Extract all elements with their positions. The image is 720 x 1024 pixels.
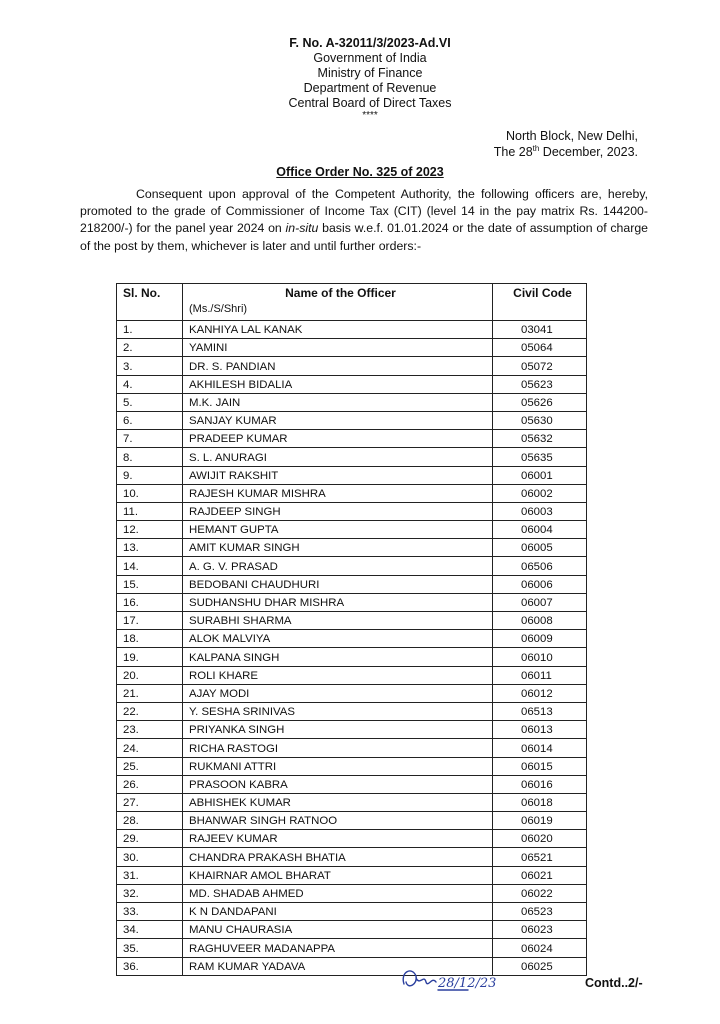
cell-sl-no: 24.: [117, 739, 183, 757]
table-row: [117, 903, 587, 921]
cell-civil-code: 06003: [493, 502, 587, 520]
letterhead: [260, 36, 480, 121]
cell-civil-code: 06002: [493, 484, 587, 502]
table-header-row: [117, 284, 587, 321]
table-row: [117, 630, 587, 648]
cell-officer-name: Y. SESHA SRINIVAS: [183, 702, 493, 720]
cell-civil-code: 06009: [493, 630, 587, 648]
table-row: [117, 939, 587, 957]
table-row: [117, 393, 587, 411]
table-row: [117, 884, 587, 902]
cell-civil-code: 06506: [493, 557, 587, 575]
table-row: [117, 739, 587, 757]
cell-officer-name: RAM KUMAR YADAVA: [183, 957, 493, 975]
continued-marker: Contd..2/-: [585, 976, 643, 990]
cell-civil-code: 06024: [493, 939, 587, 957]
cell-officer-name: BEDOBANI CHAUDHURI: [183, 575, 493, 593]
cell-civil-code: 05632: [493, 430, 587, 448]
cell-officer-name: RAJDEEP SINGH: [183, 502, 493, 520]
cell-sl-no: 4.: [117, 375, 183, 393]
cell-sl-no: 31.: [117, 866, 183, 884]
table-row: [117, 684, 587, 702]
cell-officer-name: RICHA RASTOGI: [183, 739, 493, 757]
cell-sl-no: 18.: [117, 630, 183, 648]
letterhead-ministry: Ministry of Finance: [317, 66, 423, 80]
cell-sl-no: 28.: [117, 812, 183, 830]
letterhead-department: Department of Revenue: [303, 81, 437, 95]
cell-sl-no: 11.: [117, 502, 183, 520]
cell-sl-no: 30.: [117, 848, 183, 866]
cell-sl-no: 5.: [117, 393, 183, 411]
cell-sl-no: 19.: [117, 648, 183, 666]
table-row: [117, 430, 587, 448]
table-row: [117, 775, 587, 793]
cell-civil-code: 06015: [493, 757, 587, 775]
cell-officer-name: RAJEEV KUMAR: [183, 830, 493, 848]
file-number: F. No. A-32011/3/2023-Ad.VI: [289, 36, 451, 50]
order-paragraph: Consequent upon approval of the Competent Authority, the following officers are, hereby, promoted to the grade of Commissioner of Income Tax (CIT) (level 14 in the pay matrix Rs. 144200-218200/-) for the panel year 2024 on in-situ basis w.e.f. 01.01.2024 or the date of assumption of charge of the post by them, whichever is later and until further orders:-: [80, 187, 649, 253]
table-row: [117, 357, 587, 375]
table-row: [117, 593, 587, 611]
header-sl-no: Sl. No.: [117, 284, 183, 321]
cell-sl-no: 32.: [117, 884, 183, 902]
cell-officer-name: SANJAY KUMAR: [183, 411, 493, 429]
cell-sl-no: 27.: [117, 793, 183, 811]
cell-sl-no: 26.: [117, 775, 183, 793]
cell-officer-name: HEMANT GUPTA: [183, 521, 493, 539]
cell-civil-code: 06004: [493, 521, 587, 539]
cell-sl-no: 13.: [117, 539, 183, 557]
cell-sl-no: 33.: [117, 903, 183, 921]
cell-officer-name: YAMINI: [183, 339, 493, 357]
cell-civil-code: 06523: [493, 903, 587, 921]
cell-sl-no: 22.: [117, 702, 183, 720]
cell-officer-name: AWIJIT RAKSHIT: [183, 466, 493, 484]
cell-sl-no: 14.: [117, 557, 183, 575]
table-row: [117, 557, 587, 575]
cell-civil-code: 06020: [493, 830, 587, 848]
cell-officer-name: SURABHI SHARMA: [183, 612, 493, 630]
cell-officer-name: ROLI KHARE: [183, 666, 493, 684]
cell-officer-name: KHAIRNAR AMOL BHARAT: [183, 866, 493, 884]
cell-sl-no: 21.: [117, 684, 183, 702]
table-row: [117, 812, 587, 830]
table-row: [117, 721, 587, 739]
table-row: [117, 921, 587, 939]
cell-officer-name: AJAY MODI: [183, 684, 493, 702]
cell-sl-no: 36.: [117, 957, 183, 975]
cell-civil-code: 05064: [493, 339, 587, 357]
cell-officer-name: SUDHANSHU DHAR MISHRA: [183, 593, 493, 611]
cell-civil-code: 06006: [493, 575, 587, 593]
cell-officer-name: A. G. V. PRASAD: [183, 557, 493, 575]
cell-sl-no: 1.: [117, 321, 183, 339]
table-row: [117, 957, 587, 975]
cell-officer-name: AKHILESH BIDALIA: [183, 375, 493, 393]
cell-civil-code: 06019: [493, 812, 587, 830]
cell-civil-code: 06011: [493, 666, 587, 684]
cell-civil-code: 06012: [493, 684, 587, 702]
handwritten-signature: [398, 960, 508, 1000]
cell-sl-no: 3.: [117, 357, 183, 375]
cell-civil-code: 06007: [493, 593, 587, 611]
cell-sl-no: 16.: [117, 593, 183, 611]
header-officer-name: Name of the Officer (Ms./S/Shri): [183, 284, 493, 321]
letterhead-board: Central Board of Direct Taxes: [288, 96, 452, 110]
cell-civil-code: 06016: [493, 775, 587, 793]
cell-officer-name: K N DANDAPANI: [183, 903, 493, 921]
cell-civil-code: 06018: [493, 793, 587, 811]
cell-officer-name: BHANWAR SINGH RATNOO: [183, 812, 493, 830]
cell-sl-no: 34.: [117, 921, 183, 939]
table-row: [117, 866, 587, 884]
cell-civil-code: 06001: [493, 466, 587, 484]
table-row: [117, 612, 587, 630]
cell-civil-code: 05635: [493, 448, 587, 466]
cell-officer-name: KALPANA SINGH: [183, 648, 493, 666]
table-row: [117, 648, 587, 666]
cell-officer-name: AMIT KUMAR SINGH: [183, 539, 493, 557]
cell-civil-code: 05630: [493, 411, 587, 429]
cell-officer-name: RAJESH KUMAR MISHRA: [183, 484, 493, 502]
letterhead-government: Government of India: [313, 51, 427, 65]
cell-sl-no: 17.: [117, 612, 183, 630]
table-row: [117, 521, 587, 539]
cell-sl-no: 25.: [117, 757, 183, 775]
table-row: [117, 830, 587, 848]
officers-table-body: [117, 321, 587, 976]
cell-civil-code: 05626: [493, 393, 587, 411]
cell-civil-code: 06005: [493, 539, 587, 557]
letterhead-stars: ****: [362, 110, 378, 121]
cell-civil-code: 06513: [493, 702, 587, 720]
cell-civil-code: 06010: [493, 648, 587, 666]
cell-officer-name: M.K. JAIN: [183, 393, 493, 411]
place-line: North Block, New Delhi,: [506, 129, 638, 143]
cell-sl-no: 29.: [117, 830, 183, 848]
table-row: [117, 502, 587, 520]
cell-sl-no: 23.: [117, 721, 183, 739]
table-row: [117, 702, 587, 720]
cell-sl-no: 35.: [117, 939, 183, 957]
cell-officer-name: RAGHUVEER MADANAPPA: [183, 939, 493, 957]
cell-officer-name: ALOK MALVIYA: [183, 630, 493, 648]
header-civil-code: Civil Code: [493, 284, 587, 321]
header-name-salutation: (Ms./S/Shri): [189, 303, 248, 315]
cell-sl-no: 7.: [117, 430, 183, 448]
order-title: Office Order No. 325 of 2023: [276, 165, 444, 179]
cell-officer-name: S. L. ANURAGI: [183, 448, 493, 466]
table-row: [117, 339, 587, 357]
cell-civil-code: 03041: [493, 321, 587, 339]
cell-officer-name: MD. SHADAB AHMED: [183, 884, 493, 902]
table-row: [117, 321, 587, 339]
cell-civil-code: 06014: [493, 739, 587, 757]
officers-table: [116, 283, 587, 976]
table-row: [117, 575, 587, 593]
cell-civil-code: 06008: [493, 612, 587, 630]
cell-sl-no: 12.: [117, 521, 183, 539]
table-row: [117, 411, 587, 429]
cell-civil-code: 06013: [493, 721, 587, 739]
cell-officer-name: RUKMANI ATTRI: [183, 757, 493, 775]
table-row: [117, 539, 587, 557]
cell-officer-name: MANU CHAURASIA: [183, 921, 493, 939]
place-date-block: [460, 128, 638, 160]
cell-sl-no: 2.: [117, 339, 183, 357]
cell-civil-code: 06023: [493, 921, 587, 939]
table-row: [117, 448, 587, 466]
table-row: [117, 757, 587, 775]
cell-officer-name: ABHISHEK KUMAR: [183, 793, 493, 811]
cell-officer-name: PRIYANKA SINGH: [183, 721, 493, 739]
table-row: [117, 666, 587, 684]
cell-officer-name: DR. S. PANDIAN: [183, 357, 493, 375]
cell-sl-no: 15.: [117, 575, 183, 593]
table-row: [117, 375, 587, 393]
table-row: [117, 466, 587, 484]
cell-sl-no: 8.: [117, 448, 183, 466]
cell-officer-name: PRASOON KABRA: [183, 775, 493, 793]
date-line: The 28th December, 2023.: [493, 143, 638, 159]
table-row: [117, 484, 587, 502]
cell-civil-code: 06025: [493, 957, 587, 975]
table-row: [117, 848, 587, 866]
cell-sl-no: 20.: [117, 666, 183, 684]
cell-civil-code: 06022: [493, 884, 587, 902]
cell-civil-code: 06521: [493, 848, 587, 866]
table-row: [117, 793, 587, 811]
cell-officer-name: KANHIYA LAL KANAK: [183, 321, 493, 339]
cell-civil-code: 06021: [493, 866, 587, 884]
cell-sl-no: 6.: [117, 411, 183, 429]
cell-civil-code: 05623: [493, 375, 587, 393]
cell-sl-no: 9.: [117, 466, 183, 484]
cell-civil-code: 05072: [493, 357, 587, 375]
cell-officer-name: PRADEEP KUMAR: [183, 430, 493, 448]
signature-date: 28/12/23: [438, 976, 497, 991]
cell-sl-no: 10.: [117, 484, 183, 502]
cell-officer-name: CHANDRA PRAKASH BHATIA: [183, 848, 493, 866]
